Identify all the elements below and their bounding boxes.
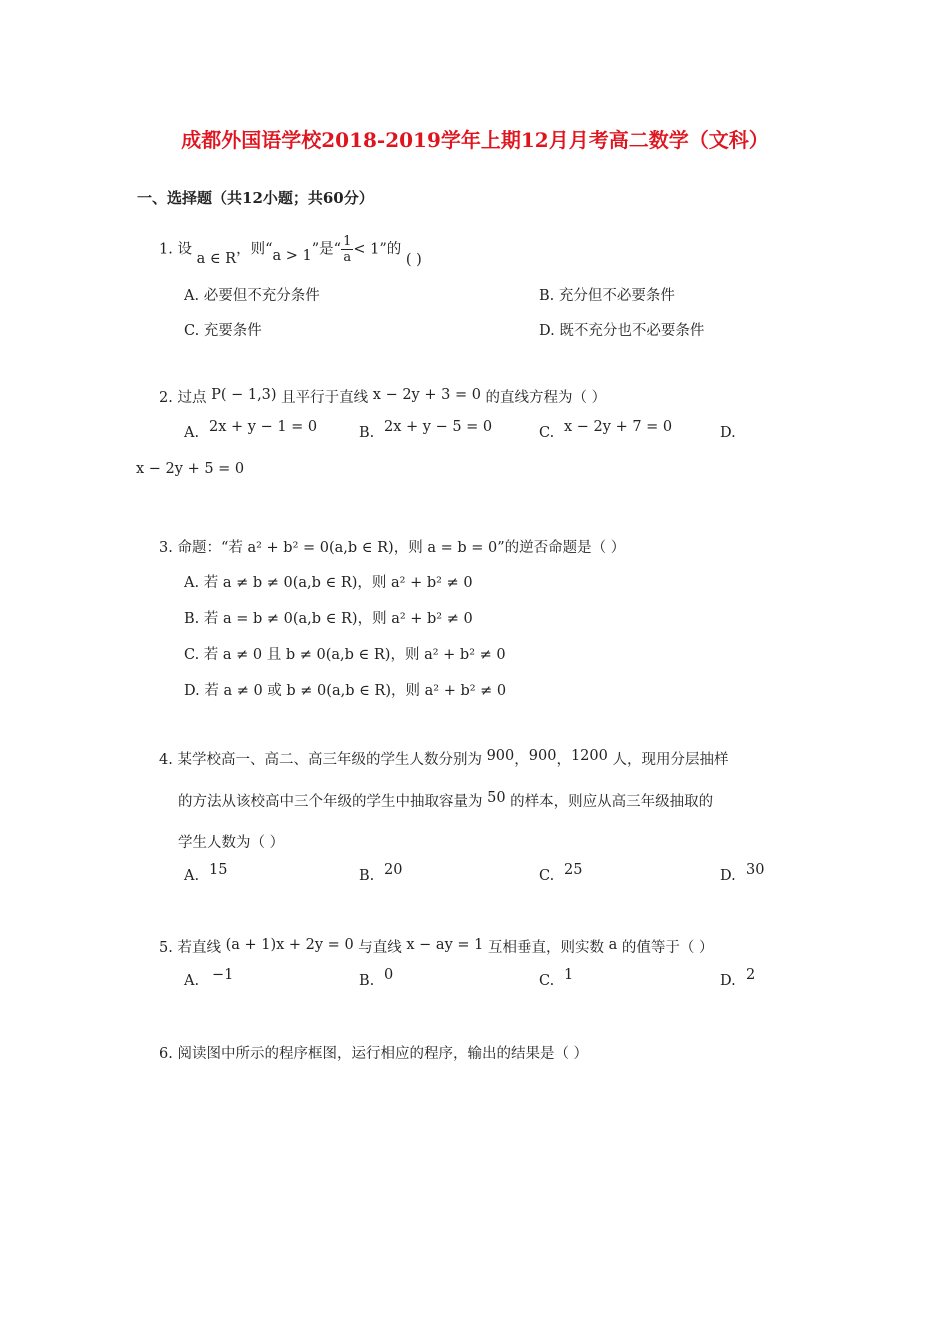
q2-option-d-label: D. bbox=[720, 425, 736, 441]
q4-option-a-label: A. bbox=[184, 868, 200, 884]
q3-math-2: a = b = 0 bbox=[427, 540, 498, 556]
q1-option-c: C. 充要条件 bbox=[184, 323, 262, 339]
question-6: 6. 阅读图中所示的程序框图，运行相应的程序，输出的结果是（ ） bbox=[159, 1046, 589, 1062]
q5-math-3: a bbox=[608, 937, 618, 953]
question-2 bbox=[159, 386, 606, 407]
q3-c-math-1: a ≠ 0 bbox=[222, 647, 263, 663]
q5-math-2: x − ay = 1 bbox=[406, 937, 484, 953]
q4-number-2: 900 bbox=[528, 748, 557, 764]
q3-b-math-1: a = b ≠ 0(a,b ∈ R) bbox=[222, 611, 358, 627]
q3-a-mid: ，则 bbox=[357, 575, 387, 591]
q4-option-a: 15 bbox=[209, 862, 228, 878]
q3-option-a bbox=[184, 571, 473, 592]
q1-math-1: a ∈ R bbox=[196, 250, 237, 267]
question-4-line-2 bbox=[178, 790, 713, 811]
q3-b-pre: B. 若 bbox=[184, 611, 219, 627]
q3-d-math-3: a² + b² ≠ 0 bbox=[424, 683, 507, 699]
page-title: 成都外国语学校2018-2019学年上期12月月考高二数学（文科） bbox=[181, 128, 769, 152]
q4-line1-pre: 4. 某学校高一、高二、高三年级的学生人数分别为 bbox=[159, 752, 482, 768]
q3-option-c bbox=[184, 643, 506, 664]
q3-a-math-1: a ≠ b ≠ 0(a,b ∈ R) bbox=[222, 575, 358, 591]
q1-frac-numerator: 1 bbox=[343, 234, 352, 249]
question-3 bbox=[159, 536, 625, 557]
q1-option-a: A. 必要但不充分条件 bbox=[184, 288, 320, 304]
q3-option-b bbox=[184, 607, 473, 628]
q3-d-pre: D. 若 bbox=[184, 683, 219, 699]
q5-option-a-label: A. bbox=[184, 973, 200, 989]
question-1 bbox=[159, 234, 422, 268]
q5-stem-mid2: 互相垂直，则实数 bbox=[487, 940, 604, 956]
q4-line2-pre: 的方法从该校高中三个年级的学生中抽取容量为 bbox=[178, 794, 483, 810]
q4-line2-post: 的样本，则应从高三年级抽取的 bbox=[510, 794, 714, 810]
q3-b-math-2: a² + b² ≠ 0 bbox=[391, 611, 473, 627]
q1-option-d: D. 既不充分也不必要条件 bbox=[539, 323, 705, 339]
q3-c-math-2: b ≠ 0(a,b ∈ R) bbox=[285, 647, 391, 663]
q1-math-2: a > 1 bbox=[272, 247, 312, 264]
q2-math-line: x − 2y + 3 = 0 bbox=[372, 387, 481, 403]
q5-option-d-label: D. bbox=[720, 973, 736, 989]
q3-math-1: a² + b² = 0(a,b ∈ R) bbox=[247, 540, 394, 556]
q3-stem-pre: 3. 命题：“若 bbox=[159, 540, 243, 556]
q3-d-join: 或 bbox=[267, 683, 282, 699]
q1-stem-mid2: ”是“ bbox=[311, 241, 342, 258]
q4-number-3: 1200 bbox=[570, 748, 608, 764]
q4-number-1: 900 bbox=[486, 748, 515, 764]
q3-a-pre: A. 若 bbox=[184, 575, 219, 591]
q2-option-d: x − 2y + 5 = 0 bbox=[136, 461, 245, 477]
q1-stem-mid1: ，则“ bbox=[236, 241, 273, 258]
q2-option-b-label: B. bbox=[359, 425, 375, 441]
q2-option-a: 2x + y − 1 = 0 bbox=[209, 419, 318, 435]
q3-stem-mid: ，则 bbox=[393, 540, 423, 556]
q5-option-a: −1 bbox=[212, 967, 234, 983]
q5-stem-post: 的值等于（ ） bbox=[621, 940, 714, 956]
q2-option-c-label: C. bbox=[539, 425, 555, 441]
q3-c-mid: ，则 bbox=[390, 647, 420, 663]
q1-stem-pre: 1. 设 bbox=[159, 241, 192, 258]
q5-option-b-label: B. bbox=[359, 973, 375, 989]
q4-number-4: 50 bbox=[487, 790, 506, 806]
q3-option-d bbox=[184, 679, 506, 700]
q1-frac-denominator: a bbox=[343, 250, 352, 265]
q5-math-1: (a + 1)x + 2y = 0 bbox=[225, 937, 354, 953]
q3-d-math-2: b ≠ 0(a,b ∈ R) bbox=[286, 683, 392, 699]
q3-c-join: 且 bbox=[266, 647, 282, 663]
q3-b-mid: ，则 bbox=[357, 611, 387, 627]
q5-option-c: 1 bbox=[564, 967, 574, 983]
q1-fraction bbox=[341, 234, 353, 265]
q3-c-pre: C. 若 bbox=[184, 647, 219, 663]
q1-stem-post: ”的 bbox=[379, 241, 402, 258]
q5-option-d: 2 bbox=[746, 967, 756, 983]
q2-option-c: x − 2y + 7 = 0 bbox=[564, 419, 673, 435]
q2-option-a-label: A. bbox=[184, 425, 200, 441]
q4-option-b: 20 bbox=[384, 862, 403, 878]
q4-line1-post: 人，现用分层抽样 bbox=[612, 752, 729, 768]
q3-d-math-1: a ≠ 0 bbox=[223, 683, 263, 699]
q1-math-3: < 1 bbox=[353, 241, 380, 258]
q3-c-math-3: a² + b² ≠ 0 bbox=[424, 647, 506, 663]
q4-option-c-label: C. bbox=[539, 868, 555, 884]
q5-option-b: 0 bbox=[384, 967, 394, 983]
q2-stem-mid: 且平行于直线 bbox=[281, 390, 369, 406]
question-4-line-3: 学生人数为（ ） bbox=[178, 835, 285, 851]
section-heading: 一、选择题（共12小题；共60分） bbox=[137, 189, 374, 207]
q5-option-c-label: C. bbox=[539, 973, 555, 989]
q2-math-point: P( − 1,3) bbox=[211, 387, 277, 403]
q2-stem-post: 的直线方程为（ ） bbox=[485, 390, 607, 406]
q4-option-b-label: B. bbox=[359, 868, 375, 884]
q4-option-d-label: D. bbox=[720, 868, 736, 884]
q3-d-mid: ，则 bbox=[391, 683, 421, 699]
q1-option-b: B. 充分但不必要条件 bbox=[539, 288, 675, 304]
q4-option-d: 30 bbox=[746, 862, 765, 878]
q2-stem-pre: 2. 过点 bbox=[159, 390, 207, 406]
q1-answer-paren: ( ) bbox=[405, 251, 422, 268]
q5-stem-mid1: 与直线 bbox=[358, 940, 402, 956]
question-4-line-1 bbox=[159, 748, 728, 769]
q5-stem-pre: 5. 若直线 bbox=[159, 940, 221, 956]
q4-option-c: 25 bbox=[564, 862, 583, 878]
q3-a-math-2: a² + b² ≠ 0 bbox=[391, 575, 473, 591]
q4-separator-1: ， bbox=[514, 752, 529, 768]
q4-separator-2: ， bbox=[556, 752, 571, 768]
q2-option-b: 2x + y − 5 = 0 bbox=[384, 419, 493, 435]
question-5 bbox=[159, 936, 713, 957]
q3-stem-post: ”的逆否命题是（ ） bbox=[497, 540, 626, 556]
